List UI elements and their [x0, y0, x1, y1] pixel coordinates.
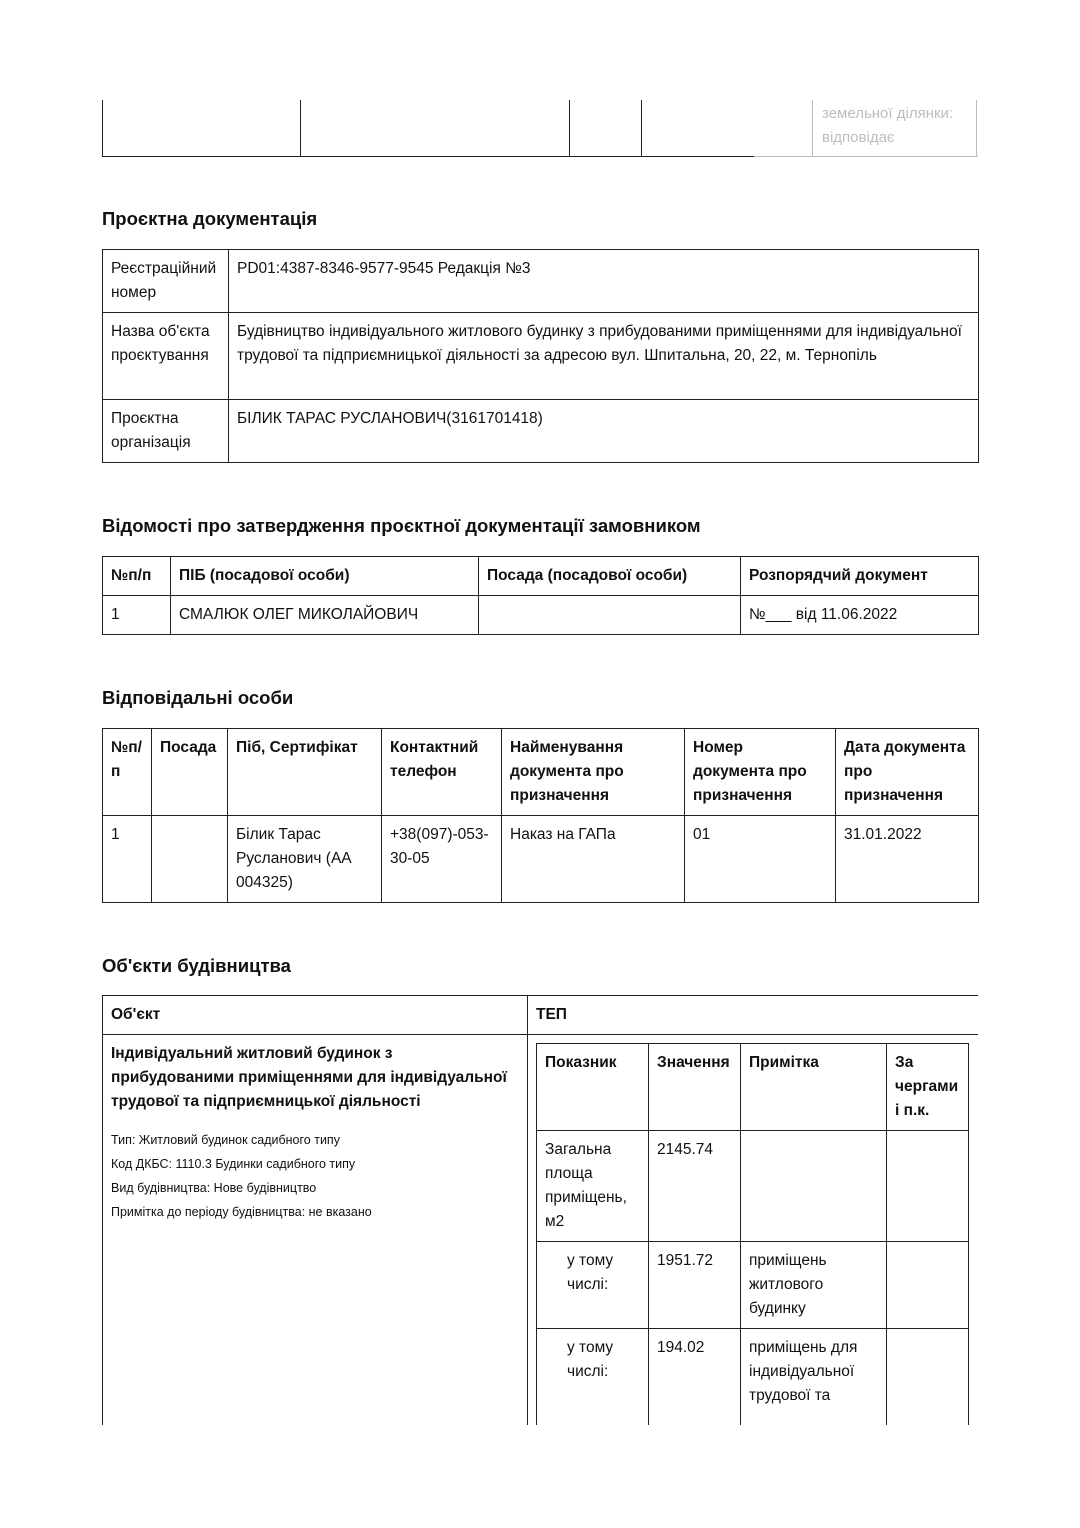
tep-value: 194.02: [649, 1329, 741, 1426]
previous-table-fragment: [102, 100, 978, 158]
tep-row: [537, 1242, 969, 1329]
object-name: Індивідуальний житловий будинок з прибудованими приміщеннями для індивідуальної трудової та підприємницької діяльності: [111, 1045, 507, 1110]
object-name-value: Будівництво індивідуального житлового будинку з прибудованими приміщеннями для індивідуальної трудової та підприємницької діяльності за адресою вул. Шпитальна, 20, 22, м. Тернопіль: [229, 313, 979, 400]
object-type: Тип: Житловий будинок садибного типу: [111, 1133, 340, 1147]
tep-queue: [887, 1242, 969, 1329]
responsible-name: Білик Тарас Русланович (АА 004325): [228, 816, 382, 903]
table-row: [103, 400, 979, 463]
tep-header-queue: За чергами і п.к.: [887, 1044, 969, 1131]
responsible-position: [152, 816, 228, 903]
responsible-phone: +38(097)-053-30-05: [382, 816, 502, 903]
header-name: ПІБ (посадової особи): [171, 557, 479, 596]
approval-name: СМАЛЮК ОЛЕГ МИКОЛАЙОВИЧ: [171, 596, 479, 635]
header-document: Розпорядчий документ: [741, 557, 979, 596]
tep-note: приміщень для індивідуальної трудової та: [741, 1329, 887, 1426]
responsible-num: 1: [103, 816, 152, 903]
tep-header-value: Значення: [649, 1044, 741, 1131]
project-docs-table: [102, 249, 979, 463]
project-docs-title: Проєктна документація: [102, 208, 318, 229]
registration-number-value: PD01:4387-8346-9577-9545 Редакція №3: [229, 250, 979, 313]
organization-value: БІЛИК ТАРАС РУСЛАНОВИЧ(3161701418): [229, 400, 979, 463]
header-num: №п/п: [103, 557, 171, 596]
header-position: Посада (посадової особи): [479, 557, 741, 596]
objects-title: Об'єкти будівництва: [102, 955, 291, 976]
object-code: Код ДКБС: 1110.3 Будинки садибного типу: [111, 1157, 356, 1171]
tep-table: [536, 1043, 969, 1425]
table-row: [103, 313, 979, 400]
approval-num: 1: [103, 596, 171, 635]
header-num: №п/п: [103, 729, 152, 816]
header-doc-number: Номер документа про призначення: [685, 729, 836, 816]
tep-value: 2145.74: [649, 1131, 741, 1242]
table-header-row: [103, 996, 979, 1035]
tep-value: 1951.72: [649, 1242, 741, 1329]
objects-table: [102, 995, 978, 1425]
tep-row: [537, 1131, 969, 1242]
tep-note: приміщень житлового будинку: [741, 1242, 887, 1329]
approval-position: [479, 596, 741, 635]
header-position: Посада: [152, 729, 228, 816]
tep-cell: [528, 1035, 979, 1426]
tep-header-row: [537, 1044, 969, 1131]
header-tep: ТЕП: [528, 996, 979, 1035]
registration-number-label: Реєстраційний номер: [103, 250, 229, 313]
tep-row: [537, 1329, 969, 1426]
tep-indicator: у тому числі:: [537, 1329, 649, 1426]
organization-label: Проєктна організація: [103, 400, 229, 463]
responsible-doc-name: Наказ на ГАПа: [502, 816, 685, 903]
responsible-title: Відповідальні особи: [102, 687, 294, 708]
header-doc-name: Найменування документа про призначення: [502, 729, 685, 816]
table-header-row: [103, 557, 979, 596]
responsible-doc-number: 01: [685, 816, 836, 903]
tep-header-note: Примітка: [741, 1044, 887, 1131]
tep-header-indicator: Показник: [537, 1044, 649, 1131]
table-header-row: [103, 729, 979, 816]
header-object: Об'єкт: [103, 996, 528, 1035]
object-name-label: Назва об'єкта проєктування: [103, 313, 229, 400]
land-value: відповідає: [822, 129, 895, 146]
object-period-note: Примітка до періоду будівництва: не вказано: [111, 1205, 372, 1219]
approval-document: №___ від 11.06.2022: [741, 596, 979, 635]
table-row: [103, 596, 979, 635]
tep-indicator: у тому числі:: [537, 1242, 649, 1329]
tep-queue: [887, 1131, 969, 1242]
table-row: [103, 250, 979, 313]
responsible-table: [102, 728, 979, 903]
object-cell: [103, 1035, 528, 1426]
table-row: [103, 816, 979, 903]
tep-indicator: Загальна площа приміщень, м2: [537, 1131, 649, 1242]
tep-queue: [887, 1329, 969, 1426]
land-label: земельної ділянки:: [822, 105, 954, 122]
tep-note: [741, 1131, 887, 1242]
approval-table: [102, 556, 979, 635]
header-name-cert: Піб, Сертифікат: [228, 729, 382, 816]
header-phone: Контактний телефон: [382, 729, 502, 816]
approval-title: Відомості про затвердження проєктної документації замовником: [102, 515, 701, 536]
table-row: [103, 1035, 979, 1426]
responsible-doc-date: 31.01.2022: [836, 816, 979, 903]
object-construction-kind: Вид будівництва: Нове будівництво: [111, 1181, 317, 1195]
header-doc-date: Дата документа про призначення: [836, 729, 979, 816]
